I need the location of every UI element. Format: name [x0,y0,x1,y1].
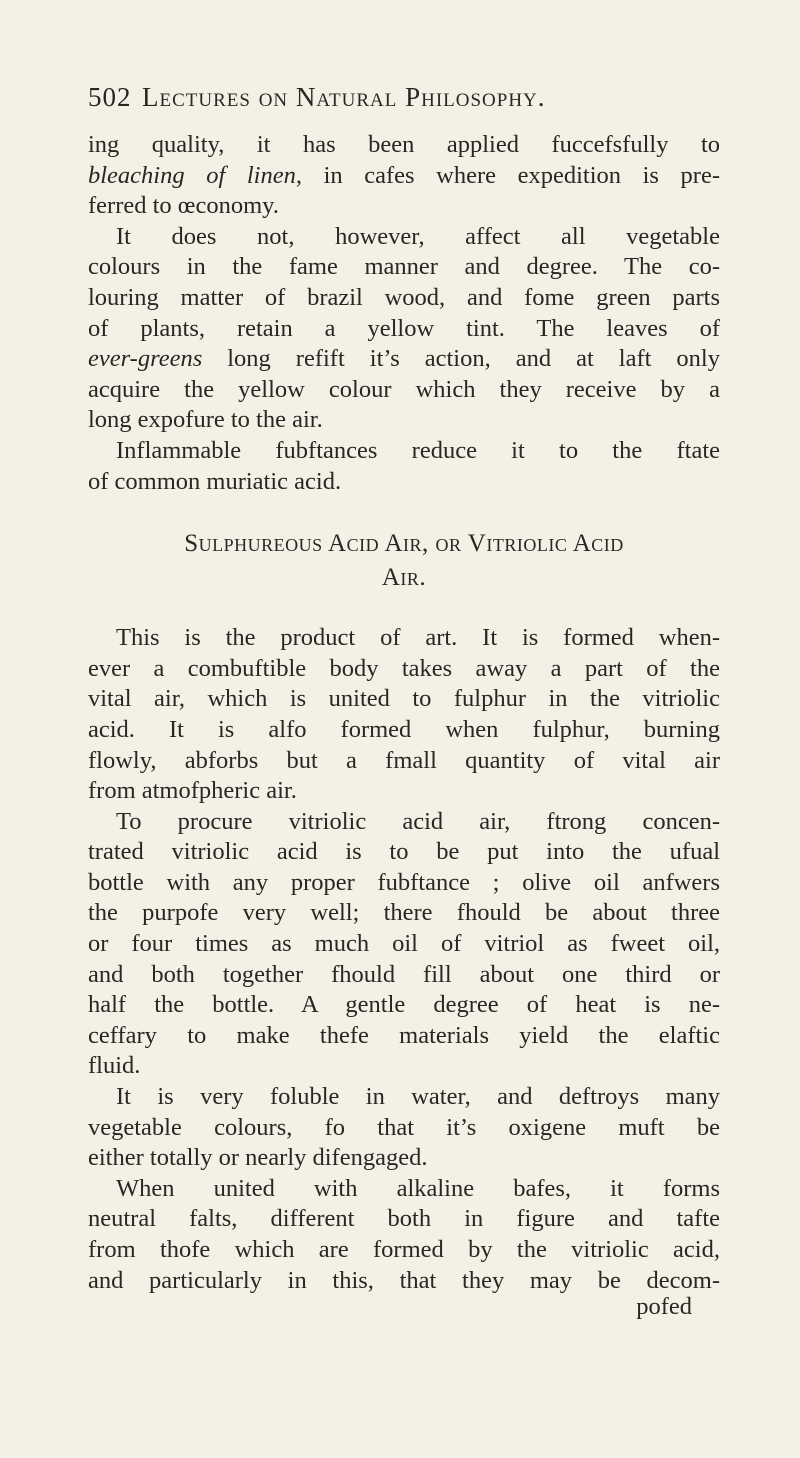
text-line: bottle with any proper fubftance ; olive oil anfwers [88,868,720,896]
text-segment: long refift it’s action, and at laft only [202,345,720,373]
section-heading-line: Sulphureous Acid Air, or Vitriolic Acid [184,530,624,558]
text-line: ever a combuftible body takes away a part of the [88,654,720,682]
text-line: vegetable colours, fo that it’s oxigene muft be [88,1113,720,1141]
text-line: Inflammable fubftances reduce it to the ftate [116,436,720,464]
text-line: half the bottle. A gentle degree of heat is ne- [88,991,720,1019]
text-line: or four times as much oil of vitriol as fweet oil, [88,930,720,958]
text-line: trated vitriolic acid is to be put into the ufual [88,838,720,866]
text-line: of common muriatic acid. [88,467,342,495]
section-heading [88,527,720,595]
text-line: neutral falts, different both in figure and tafte [88,1205,720,1233]
text-segment: in cafes where expedition is pre- [301,161,720,189]
text-line: fluid. [88,1052,141,1080]
text-line: When united with alkaline bafes, it forms [116,1174,720,1202]
text-line: and particularly in this, that they may be decom- [88,1266,720,1294]
text-line: colours in the fame manner and degree. The co- [88,253,720,281]
text-line: This is the product of art. It is formed when- [116,624,720,652]
text-line: long expofure to the air. [88,406,323,434]
paragraph-vegetable-colours [88,222,720,436]
text-line: It does not, however, affect all vegetable [116,222,720,250]
running-head [88,82,708,113]
paragraph-inflammable [88,436,720,497]
paragraph-bleaching [88,130,720,222]
body-text [88,130,720,1321]
text-line: ceffary to make thefe materials yield the elaftic [88,1021,720,1049]
text-line: ing quality, it has been applied fuccefsfully to [88,131,720,158]
italic-term: ever-greens [88,345,203,373]
running-title: Lectures on Natural Philosophy. [142,82,546,112]
text-line: acquire the yellow colour which they receive by a [88,375,720,403]
catchword: pofed [636,1293,692,1321]
text-line: vital air, which is united to fulphur in the vitriolic [88,685,720,713]
text-line: from thofe which are formed by the vitriolic acid, [88,1236,720,1263]
text-line: of plants, retain a yellow tint. The leaves of [88,314,720,342]
paragraph-procure [88,807,720,1082]
paragraph-product-of-art [88,623,720,807]
text-line [88,161,720,192]
paragraph-soluble [88,1082,720,1174]
text-line: either totally or nearly difengaged. [88,1144,428,1172]
section-heading-line: Air. [381,564,427,592]
paragraph-alkaline [88,1174,720,1296]
text-line: from atmofpheric air. [88,777,297,805]
text-line: ferred to œconomy. [88,192,279,220]
italic-term: bleaching of linen, [88,161,302,189]
text-line [88,344,720,375]
text-line: flowly, abforbs but a fmall quantity of vital air [88,746,720,774]
text-line: louring matter of brazil wood, and fome green parts [88,283,720,311]
page-number: 502 [88,82,132,112]
text-line: the purpofe very well; there fhould be about three [88,899,720,927]
text-line: acid. It is alfo formed when fulphur, burning [88,715,720,743]
text-line: and both together fhould fill about one third or [88,960,720,988]
text-line: To procure vitriolic acid air, ftrong concen- [116,807,720,835]
text-line: It is very foluble in water, and deftroys many [116,1083,720,1111]
